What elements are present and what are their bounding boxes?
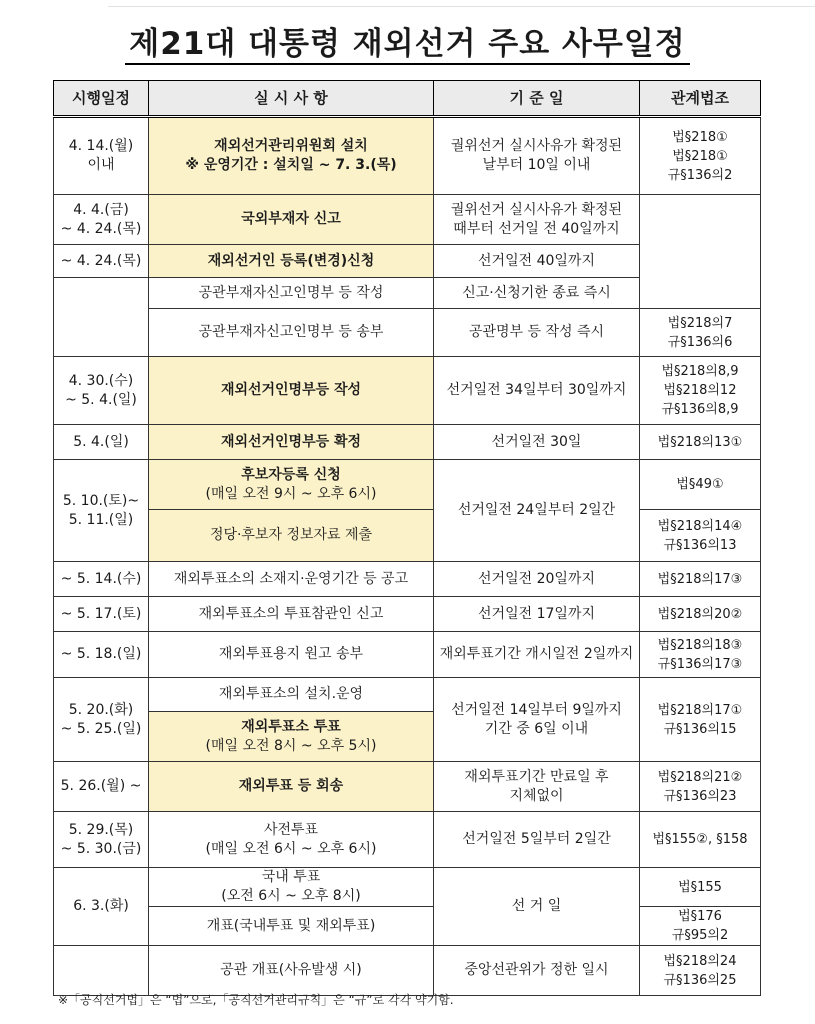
table-row (54, 357, 761, 425)
law-cell: 법§155②, §158 (640, 812, 761, 868)
law-cell: 법§218의24 규§136의25 (640, 946, 761, 996)
header-law: 관계법조 (640, 81, 761, 117)
law-cell: 법§176 규§95의2 (640, 907, 761, 946)
law-cell: 법§218의17① 규§136의15 (640, 678, 761, 762)
table-header-row (54, 81, 761, 117)
task-cell: 개표(국내투표 및 재외투표) (149, 907, 434, 946)
law-cell (640, 195, 761, 309)
law-cell: 법§155 (640, 868, 761, 907)
basis-cell: 선 거 일 (434, 868, 640, 946)
date-cell: ~ 5. 17.(토) (54, 597, 149, 632)
header-date: 시행일정 (54, 81, 149, 117)
law-cell: 법§218의17③ (640, 562, 761, 597)
date-cell: ~ 5. 14.(수) (54, 562, 149, 597)
task-cell: 후보자등록 신청 (매일 오전 9시 ~ 오후 6시) (149, 460, 434, 510)
table-row (54, 946, 761, 996)
table-row (54, 510, 761, 562)
basis-cell: 선거일전 34일부터 30일까지 (434, 357, 640, 425)
basis-cell: 선거일전 40일까지 (434, 245, 640, 278)
law-cell: 법§218① 법§218① 규§136의2 (640, 117, 761, 195)
date-cell: 5. 26.(월) ~ (54, 762, 149, 812)
schedule-table (53, 80, 761, 996)
law-cell: 법§218의20② (640, 597, 761, 632)
date-cell: 5. 4.(일) (54, 425, 149, 460)
task-cell: 국내 투표 (오전 6시 ~ 오후 8시) (149, 868, 434, 907)
task-cell: 재외투표소의 설치.운영 (149, 678, 434, 712)
basis-cell: 선거일전 14일부터 9일까지 기간 중 6일 이내 (434, 678, 640, 762)
basis-cell: 선거일전 30일 (434, 425, 640, 460)
law-cell: 법§218의7 규§136의6 (640, 309, 761, 357)
basis-cell: 궐위선거 실시사유가 확정된 때부터 선거일 전 40일까지 (434, 195, 640, 245)
law-cell: 법§218의14④ 규§136의13 (640, 510, 761, 562)
table-row (54, 309, 761, 357)
date-cell: 5. 20.(화) ~ 5. 25.(일) (54, 678, 149, 762)
basis-cell: 신고·신청기한 종료 즉시 (434, 278, 640, 309)
task-cell: 재외선거인명부등 확정 (149, 425, 434, 460)
task-cell: 국외부재자 신고 (149, 195, 434, 245)
date-cell (54, 278, 149, 357)
footnote: ※「공직선거법」은 “법”으로,「공직선거관리규칙」은 “규”로 각각 약기함. (58, 993, 454, 1007)
basis-cell: 선거일전 20일까지 (434, 562, 640, 597)
task-cell: 재외선거인 등록(변경)신청 (149, 245, 434, 278)
basis-cell: 재외투표기간 개시일전 2일까지 (434, 632, 640, 678)
task-cell: 재외선거인명부등 작성 (149, 357, 434, 425)
date-cell: ~ 4. 24.(목) (54, 245, 149, 278)
basis-cell: 궐위선거 실시사유가 확정된 날부터 10일 이내 (434, 117, 640, 195)
header-task: 실 시 사 항 (149, 81, 434, 117)
law-cell: 법§218의13① (640, 425, 761, 460)
task-cell: 재외선거관리위원회 설치 ※ 운영기간 : 설치일 ~ 7. 3.(목) (149, 117, 434, 195)
table-row (54, 907, 761, 946)
task-cell: 공관 개표(사유발생 시) (149, 946, 434, 996)
table-row (54, 632, 761, 678)
basis-cell: 중앙선관위가 정한 일시 (434, 946, 640, 996)
table-row (54, 117, 761, 195)
table-row (54, 562, 761, 597)
basis-cell: 공관명부 등 작성 즉시 (434, 309, 640, 357)
page-title: 제21대 대통령 재외선거 주요 사무일정 (125, 26, 690, 65)
table-row (54, 460, 761, 510)
task-cell: 공관부재자신고인명부 등 작성 (149, 278, 434, 309)
table-row (54, 597, 761, 632)
date-cell: 5. 29.(목) ~ 5. 30.(금) (54, 812, 149, 868)
task-cell: 사전투표 (매일 오전 6시 ~ 오후 6시) (149, 812, 434, 868)
law-cell: 법§218의8,9 법§218의12 규§136의8,9 (640, 357, 761, 425)
date-cell: 5. 10.(토)~ 5. 11.(일) (54, 460, 149, 562)
law-cell: 법§218의21② 규§136의23 (640, 762, 761, 812)
date-cell: 4. 14.(월) 이내 (54, 117, 149, 195)
date-cell: 4. 30.(수) ~ 5. 4.(일) (54, 357, 149, 425)
law-cell: 법§218의18③ 규§136의17③ (640, 632, 761, 678)
basis-cell: 선거일전 24일부터 2일간 (434, 460, 640, 562)
table-row (54, 762, 761, 812)
date-cell: ~ 5. 18.(일) (54, 632, 149, 678)
top-rule (108, 6, 815, 7)
basis-cell: 선거일전 17일까지 (434, 597, 640, 632)
task-cell: 공관부재자신고인명부 등 송부 (149, 309, 434, 357)
task-cell: 재외투표용지 원고 송부 (149, 632, 434, 678)
law-cell: 법§49① (640, 460, 761, 510)
page-title-wrap (0, 24, 815, 64)
basis-cell: 재외투표기간 만료일 후 지체없이 (434, 762, 640, 812)
date-cell (54, 946, 149, 996)
table-row (54, 868, 761, 907)
table-row (54, 425, 761, 460)
task-cell: 재외투표소의 투표참관인 신고 (149, 597, 434, 632)
basis-cell: 선거일전 5일부터 2일간 (434, 812, 640, 868)
task-cell: 재외투표소의 소재지·운영기간 등 공고 (149, 562, 434, 597)
task-cell: 재외투표 등 회송 (149, 762, 434, 812)
table-row (54, 678, 761, 712)
table-row (54, 195, 761, 245)
date-cell: 6. 3.(화) (54, 868, 149, 946)
table-row (54, 812, 761, 868)
task-cell: 정당·후보자 정보자료 제출 (149, 510, 434, 562)
header-basis: 기 준 일 (434, 81, 640, 117)
date-cell: 4. 4.(금) ~ 4. 24.(목) (54, 195, 149, 245)
task-cell: 재외투표소 투표 (매일 오전 8시 ~ 오후 5시) (149, 712, 434, 762)
